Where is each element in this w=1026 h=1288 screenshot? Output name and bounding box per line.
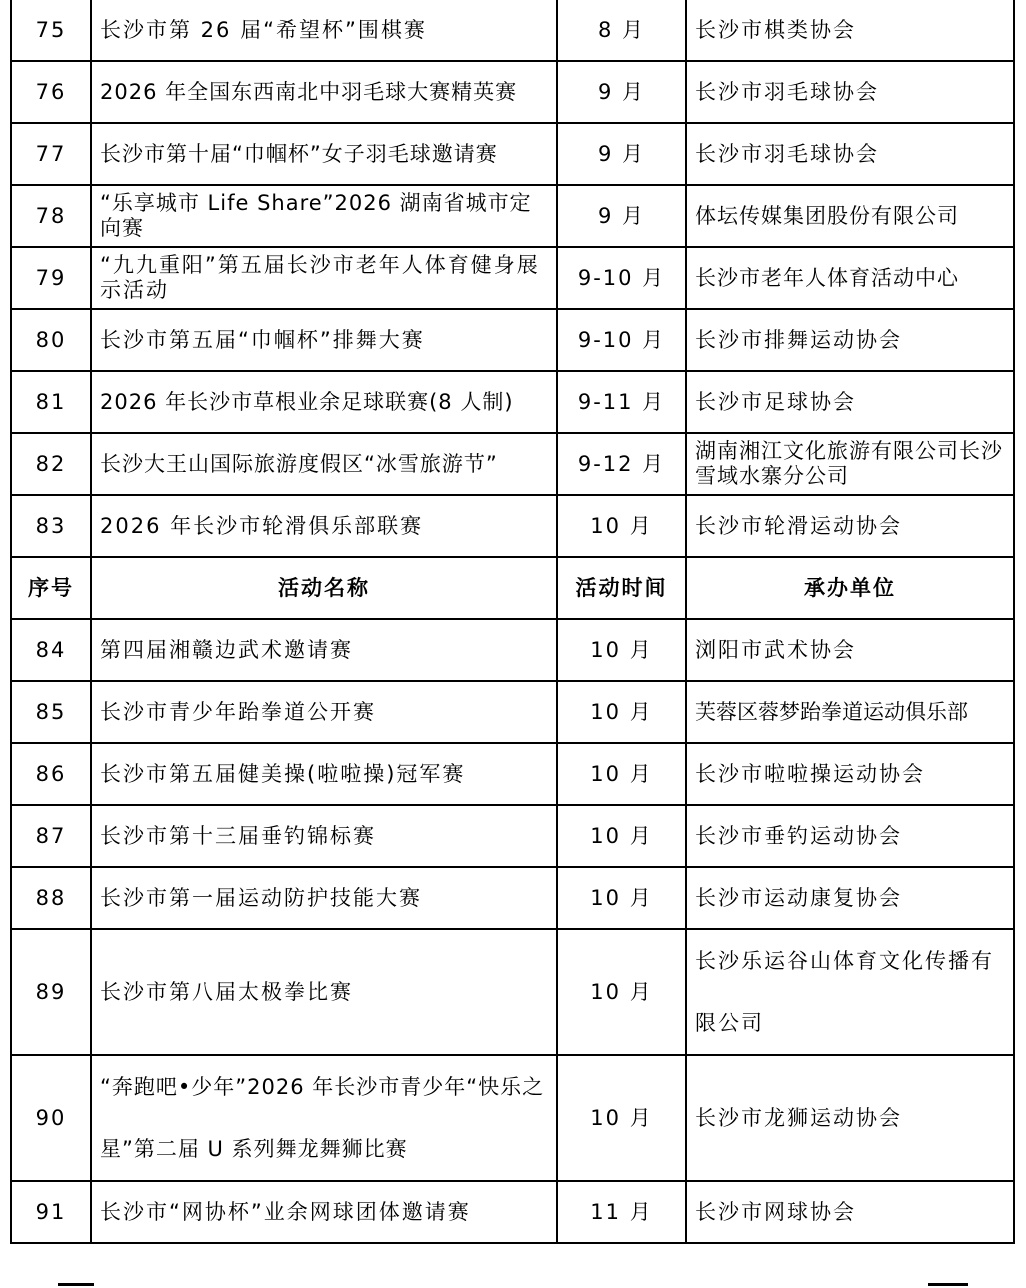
organizer: 长沙市排舞运动协会 xyxy=(686,309,1014,371)
event-name: 长沙市“网协杯”业余网球团体邀请赛 xyxy=(91,1181,557,1243)
organizer: 长沙市轮滑运动协会 xyxy=(686,495,1014,557)
row-number: 85 xyxy=(11,681,91,743)
table-row xyxy=(11,681,1014,743)
event-time: 9-12 月 xyxy=(557,433,686,495)
header-organizer: 承办单位 xyxy=(686,557,1014,619)
organizer: 长沙市网球协会 xyxy=(686,1181,1014,1243)
row-number: 87 xyxy=(11,805,91,867)
header-event-time: 活动时间 xyxy=(557,557,686,619)
event-time: 8 月 xyxy=(557,0,686,61)
event-name: 长沙市第五届健美操(啦啦操)冠军赛 xyxy=(91,743,557,805)
event-name: 长沙市第五届“巾帼杯”排舞大赛 xyxy=(91,309,557,371)
table-row xyxy=(11,1181,1014,1243)
row-number: 76 xyxy=(11,61,91,123)
row-number: 80 xyxy=(11,309,91,371)
event-time: 10 月 xyxy=(557,743,686,805)
table-row xyxy=(11,619,1014,681)
event-name: “乐享城市 Life Share”2026 湖南省城市定向赛 xyxy=(91,185,557,247)
event-schedule-table xyxy=(10,0,1015,1244)
table-row xyxy=(11,495,1014,557)
row-number: 75 xyxy=(11,0,91,61)
organizer: 长沙乐运谷山体育文化传播有限公司 xyxy=(686,929,1014,1055)
event-time: 11 月 xyxy=(557,1181,686,1243)
row-number: 84 xyxy=(11,619,91,681)
event-time: 10 月 xyxy=(557,495,686,557)
organizer: 长沙市老年人体育活动中心 xyxy=(686,247,1014,309)
event-name: 长沙市第一届运动防护技能大赛 xyxy=(91,867,557,929)
organizer: 长沙市垂钓运动协会 xyxy=(686,805,1014,867)
row-number: 88 xyxy=(11,867,91,929)
row-number: 81 xyxy=(11,371,91,433)
event-time: 9 月 xyxy=(557,185,686,247)
row-number: 86 xyxy=(11,743,91,805)
event-name: 第四届湘赣边武术邀请赛 xyxy=(91,619,557,681)
organizer: 芙蓉区蓉梦跆拳道运动俱乐部 xyxy=(686,681,1014,743)
event-name: 长沙市第 26 届“希望杯”围棋赛 xyxy=(91,0,557,61)
row-number: 79 xyxy=(11,247,91,309)
event-name: 长沙市第八届太极拳比赛 xyxy=(91,929,557,1055)
event-time: 10 月 xyxy=(557,619,686,681)
table-row xyxy=(11,247,1014,309)
event-name: “奔跑吧•少年”2026 年长沙市青少年“快乐之星”第二届 U 系列舞龙舞狮比赛 xyxy=(91,1055,557,1181)
header-event-name: 活动名称 xyxy=(91,557,557,619)
event-time: 9 月 xyxy=(557,123,686,185)
organizer: 体坛传媒集团股份有限公司 xyxy=(686,185,1014,247)
event-name: 2026 年长沙市草根业余足球联赛(8 人制) xyxy=(91,371,557,433)
row-number: 90 xyxy=(11,1055,91,1181)
event-time: 10 月 xyxy=(557,1055,686,1181)
event-name: 长沙市青少年跆拳道公开赛 xyxy=(91,681,557,743)
event-name: 长沙市第十届“巾帼杯”女子羽毛球邀请赛 xyxy=(91,123,557,185)
event-time: 9-10 月 xyxy=(557,247,686,309)
organizer: 湖南湘江文化旅游有限公司长沙雪域水寨分公司 xyxy=(686,433,1014,495)
organizer: 浏阳市武术协会 xyxy=(686,619,1014,681)
event-name: 2026 年长沙市轮滑俱乐部联赛 xyxy=(91,495,557,557)
table-row xyxy=(11,867,1014,929)
row-number: 77 xyxy=(11,123,91,185)
event-time: 10 月 xyxy=(557,681,686,743)
organizer: 长沙市龙狮运动协会 xyxy=(686,1055,1014,1181)
table-row xyxy=(11,61,1014,123)
organizer: 长沙市足球协会 xyxy=(686,371,1014,433)
event-time: 10 月 xyxy=(557,805,686,867)
table-row xyxy=(11,743,1014,805)
organizer: 长沙市羽毛球协会 xyxy=(686,61,1014,123)
event-name: “九九重阳”第五届长沙市老年人体育健身展示活动 xyxy=(91,247,557,309)
event-time: 10 月 xyxy=(557,929,686,1055)
row-number: 83 xyxy=(11,495,91,557)
event-name: 长沙大王山国际旅游度假区“冰雪旅游节” xyxy=(91,433,557,495)
organizer: 长沙市啦啦操运动协会 xyxy=(686,743,1014,805)
row-number: 82 xyxy=(11,433,91,495)
table-row xyxy=(11,185,1014,247)
row-number: 89 xyxy=(11,929,91,1055)
organizer: 长沙市棋类协会 xyxy=(686,0,1014,61)
table-row xyxy=(11,1055,1014,1181)
event-time: 9 月 xyxy=(557,61,686,123)
organizer: 长沙市运动康复协会 xyxy=(686,867,1014,929)
table-row xyxy=(11,371,1014,433)
table-row xyxy=(11,805,1014,867)
event-name: 长沙市第十三届垂钓锦标赛 xyxy=(91,805,557,867)
row-number: 78 xyxy=(11,185,91,247)
event-time: 9-10 月 xyxy=(557,309,686,371)
page-edge-mark xyxy=(928,1283,968,1286)
event-time: 9-11 月 xyxy=(557,371,686,433)
table-row xyxy=(11,433,1014,495)
organizer: 长沙市羽毛球协会 xyxy=(686,123,1014,185)
table-header-row xyxy=(11,557,1014,619)
event-name: 2026 年全国东西南北中羽毛球大赛精英赛 xyxy=(91,61,557,123)
table-row xyxy=(11,929,1014,1055)
table-row xyxy=(11,123,1014,185)
table-row xyxy=(11,309,1014,371)
table-row xyxy=(11,0,1014,61)
page-edge-mark xyxy=(58,1283,94,1286)
row-number: 91 xyxy=(11,1181,91,1243)
header-number: 序号 xyxy=(11,557,91,619)
event-time: 10 月 xyxy=(557,867,686,929)
